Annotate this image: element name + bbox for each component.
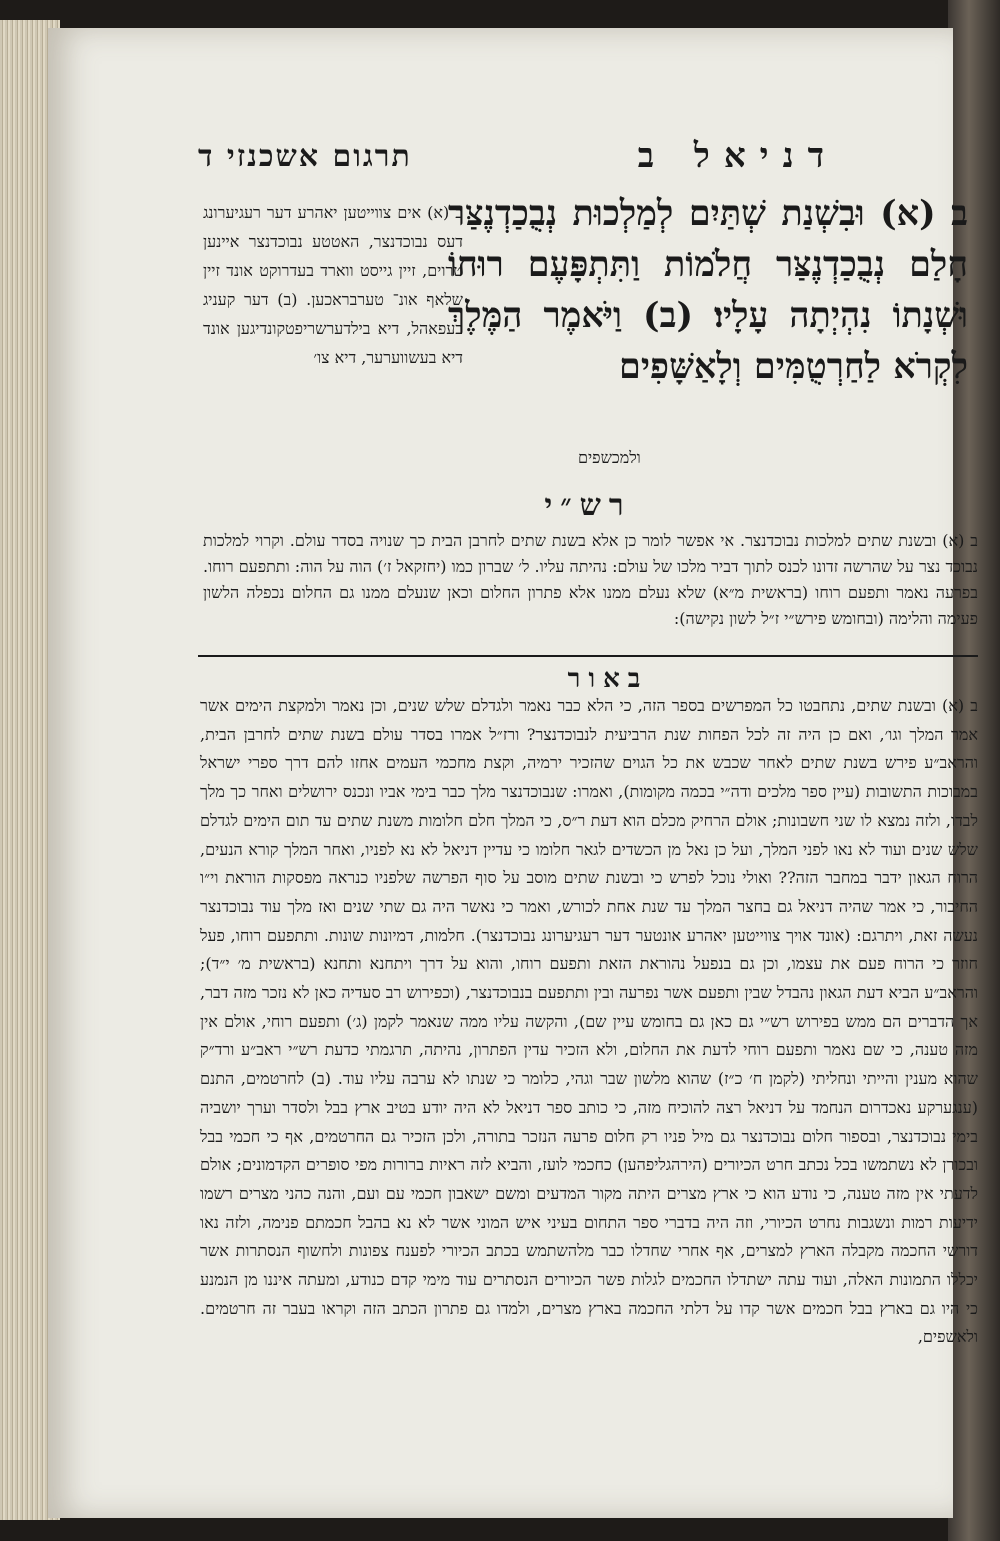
rashi-commentary: ב (א) ובשנת שתים למלכות נבוכדנצר. אי אפשר לומר כן אלא בשנת שתים לחרבן הבית כך שנויה בסדר עולם. וקרוי למלכות נבוכד נצר על שהרשה זדונו לכנס לתוך דביר מלכו של עולם: נהיתה עליו. ל׳ שברון כמו (יחזקאל ז׳) הוה על הוה: ותתפעם רוחו. בפרעה נאמר ותפעם רוחו (בראשית מ״א) שלא נעלם ממנו אלא פתרון החלום וכאן שנעלם ממנו גם החלום נכפלה הלשון פעימה והלימה (ובחומש פירש״י ז״ל לשון נקישה):: [203, 531, 978, 628]
book-page: [48, 28, 979, 1518]
catchword: ולמכשפים: [578, 448, 641, 467]
biur-commentary: ב (א) ובשנת שתים, נתחבטו כל המפרשים בספר הזה, כי הלא כבר נאמר ולגדלם שלש שנים, וכן נאמר ולמקצת הימים אשר אמר המלך וגו׳, ואם כן היה זה לכל הפחות שנת הרביעית לנבוכדנצר? ורז״ל אמרו בסדר עולם בשנת שתים לחרבן הבית, והראב״ע פירש בשנת שתים לאחר שכבש את כל הגוים שהזכיר ירמיה, וקצת מחכמי העמים אחזו להם דרך ספרי ישראל במבוכות התשובות (עיין ספר מלכים ודה״י בכמה מקומות), ואמרו: שנבוכדנצר מלך כבר בימי אביו ונכנס ירושלים ואחר כך מלך לבדו, ולזה נמצא לו שני חשבונות; אולם הרחיק מכלם הוא דעת ר״ס, כי המלך חלם חלומות משנת שתים עד תום הימים לגדלם שלש שנים ועוד לא נאו לפני המלך, ועל כן נאל מן הכשדים לגאר חלומו כי עדיין דניאל לא נא לפניו, ואחר המלך קורא הנעים, הרוח הגאון ידבר במחבר הזה?? ואולי נוכל לפרש כי ובשנת שתים מוסב על סוף הפרשה שלפניו כנראה מפסקות הוראת וי״ו החיבור, כי אמר שהיה דניאל גם בחצר המלך עד שנת אחת לכורש, ואמר כי נאשר היה גם שתי שנים ואז מלך עוד נבוכדנצר נעשה זאת, ויתרגם: (אונד אויך צווייטען יאהרע אונטער דער רעגיערונג נבוכדנצר). חלמות, דמיונות שונות. ותתפעם רוחו, פעל חוזר כי הרוח פעם את עצמו, וכן גם בנפעל נהוראת הזאת ותפעם רוחו, והוא על דרך ויתחנא ותחנא (בראשית מ׳ י״ד); והראב״ע הביא דעת הגאון נהבדל שבין ותפעם אשר נפרעה ובין ותתפעם בנבוכדנצר, (וכפירוש רב סעדיה כאן לא נזכר מזה דבר, אך הדברים הם ממש בפירוש רש״י גם כאן גם בחומש עיין שם), והקשה עליו ממה שנאמר לקמן (ג׳) ותפעם רוחי, אולם אין מזה טענה, כי שם נאמר ותפעם רוחי לדעת את החלום, ולא הזכיר עדין הפתרון, נהיתה, תרגמתי כדעת רש״י ראב״ע ורד״ק שהוא מענין והייתי ונחליתי (לקמן ח׳ כ״ז) שהוא מלשון שבר וגהי, כלומר כי שנתו לא ערבה עליו עוד. (ב) לחרטמים, התנם (ענגערקע נאכדרום הנחמד על דניאל רצה להוכיח מזה, כי כותב ספר דניאל לא היה יודע בטיב ארץ בבל ולסדר וערך יושביה בימי נבוכדנצר, ובספור חלום נבוכדנצר גם מיל פניו רק חלום פרעה הנזכר בתורה, ולכן הזכיר גם החרטמים, אף כי חכמי בבל ובכורן לא נשתמשו בכל נכתב חרט הכיורים (הירהגליפהען) כחכמי לועז, והביא לזה ראיות ברורות מפי סופרים הקדמונים; אולם לדעתי אין מזה טענה, כי נודע הוא כי ארץ מצרים היתה מקור המדעים ומשם ישאבון חכמי עם ועם, והנה כהני מצרים רשמו ידיעות רמות ונשגבות נחרט הכיורי, וזה היה בדברי ספר התחום בעיני איש המוני אשר לא נא בהבל חכמתם פנימה, ולזה נאו דורשי החכמה מקבלה הארץ למצרים, אף אחרי שחדלו כבר מלהשתמש בכתב הכיורי לפענח צפונות ולחשוף הנסתרות אשר יכללו התמונות האלה, ועוד עתה ישתדלו החכמים לגלות פשר הכיורים הנסתרים עוד מימי קדם כנודע, ומעתה איננו מן הנמנע כי היו גם בארץ בבל חכמים אשר קדו על דלתי החכמה בארץ מצרים, ולמדו גם פתרון הכתב הזה וקראו בעבר זה חרטמים. ולאשפים,: [200, 696, 979, 1347]
running-head: [198, 136, 838, 176]
running-head-targum: תרגום אשכנזי ד: [198, 138, 412, 174]
rashi-heading: רש״י: [544, 488, 632, 523]
targum-column: ב (א) אים צווייטען יאהרע דער רעגיערונג דעס נבוכדנצר, האטטע נבוכדנצר איינען טרוים, זיין גייסט ווארד בעדרוקט אונד זיין שלאף אונ־ טערבראכען. (ב) דער קעניג בעפאהל, דיא בילדערשריפטקונדיגען אונד דיא בעשווערער, דיא צו׳: [203, 203, 463, 367]
biur-heading: באור: [567, 664, 649, 694]
section-divider: [198, 655, 978, 657]
running-head-book: דניאל ב: [637, 136, 838, 176]
bible-text: ב (א) וּבִשְׁנַת שְׁתַּיִם לְמַלְכוּת נְבֻכַדְנֶצַּר חָלַם נְבֻכַדְנֶצַּר חֲלֹמוֹת וַתִּתְפָּעֶם רוּחוֹ וּשְׁנָתוֹ נִהְיְתָה עָלָיו׃ (ב) וַיֹּאמֶר הַמֶּלֶךְ לִקְרֹא לַחַרְטֻמִּים וְלָאַשָּׁפִים: [448, 193, 968, 387]
